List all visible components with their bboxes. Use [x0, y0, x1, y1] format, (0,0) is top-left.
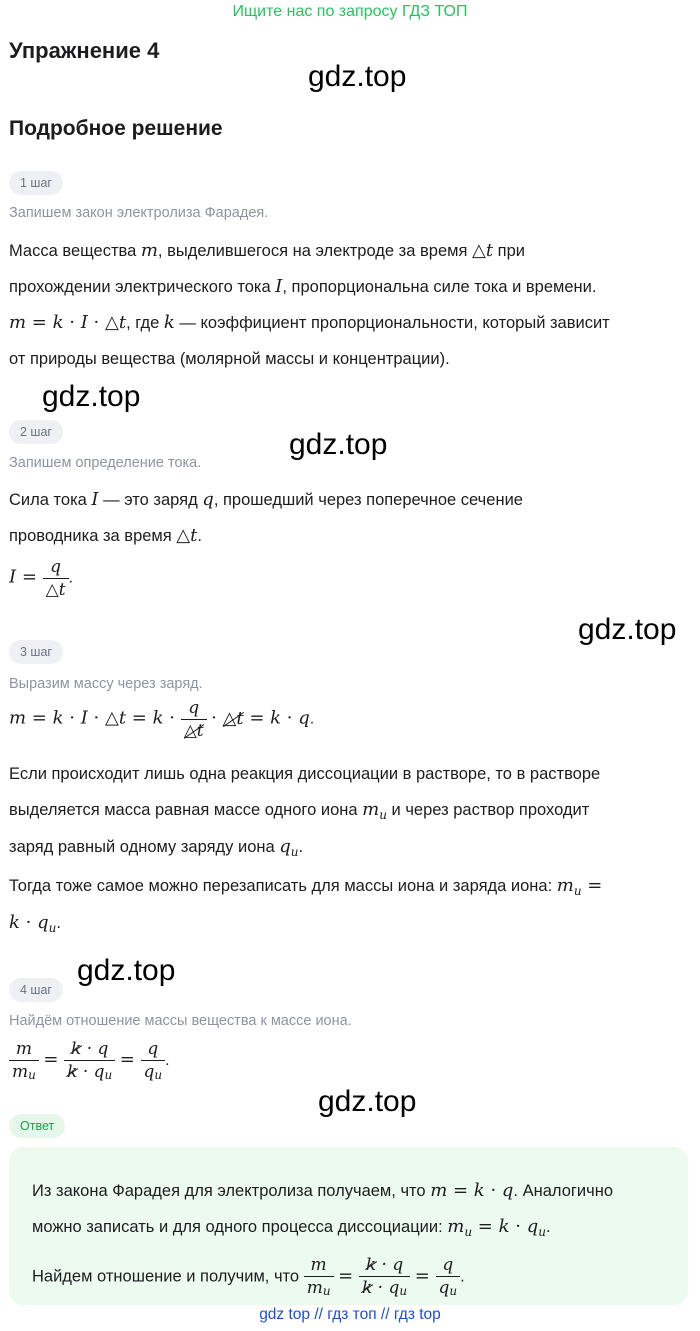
answer-badge: Ответ [9, 1114, 65, 1138]
solution-heading: Подробное решение [9, 117, 223, 140]
step-3-badge: 3 шаг [9, 640, 63, 664]
step-2-badge: 2 шаг [9, 420, 63, 444]
step-3-hint: Выразим массу через заряд. [9, 676, 203, 692]
step-1-text: Масса вещества m, выделившегося на электроде за время △t при прохождении электрического тока I, пропорциональна силе тока и времени. m = k · I · △t, где k — коэффициент пропорциональности, который зависит от природы вещества (молярной массы и концентрации). [9, 240, 610, 368]
current-formula: I = $\frac{q}{\triangle t}$ . [9, 557, 74, 600]
mass-formula: m = k · I · △t = k · $\frac{q}{\triangle t}$ · △t = k · q. [9, 698, 315, 741]
step-3-text: Если происходит лишь одна реакция диссоциации в растворе, то в растворе выделяется масса равная массе одного иона $m_и$ и через раствор проходит заряд равный одному заряду иона $q_и$. Тогда тоже самое можно перезаписать для массы иона и заряда иона: $m_и$ = $k \cdot q_и$. [9, 765, 603, 935]
answer-text: Из закона Фарадея для электролиза получаем, что m = k · q. Аналогично можно записать и для одного процесса диссоциации: $m_и = k \cdot q_и$. Найдем отношение и получим, что $\frac{m}{mи}$ = $\frac{k \cdot q}{k \cdot qи}$ = $\frac{q}{qи}$ . [32, 1180, 613, 1298]
ratio-formula: $\frac{m}{mи}$ = $\frac{k \cdot q}{k \cdot qи}$ = $\frac{q}{qи}$ . [9, 1038, 170, 1084]
watermark: gdz.top [308, 60, 407, 93]
watermark: gdz.top [318, 1085, 417, 1118]
watermark: gdz.top [77, 954, 176, 987]
watermark: gdz.top [578, 613, 677, 646]
footer-links[interactable]: gdz top // гдз топ // гдз top [259, 1306, 441, 1323]
search-banner[interactable]: Ищите нас по запросу ГДЗ ТОП [232, 3, 468, 20]
step-4-badge: 4 шаг [9, 978, 63, 1002]
step-4-hint: Найдём отношение массы вещества к массе иона. [9, 1013, 352, 1029]
step-1-hint: Запишем закон электролиза Фарадея. [9, 205, 269, 221]
step-2-hint: Запишем определение тока. [9, 455, 202, 471]
watermark: gdz.top [42, 380, 141, 413]
exercise-title: Упражнение 4 [9, 38, 160, 63]
step-1-badge: 1 шаг [9, 171, 63, 195]
watermark: gdz.top [289, 428, 388, 461]
step-2-text: Сила тока I — это заряд q, прошедший через поперечное сечение проводника за время △t. [9, 489, 523, 546]
